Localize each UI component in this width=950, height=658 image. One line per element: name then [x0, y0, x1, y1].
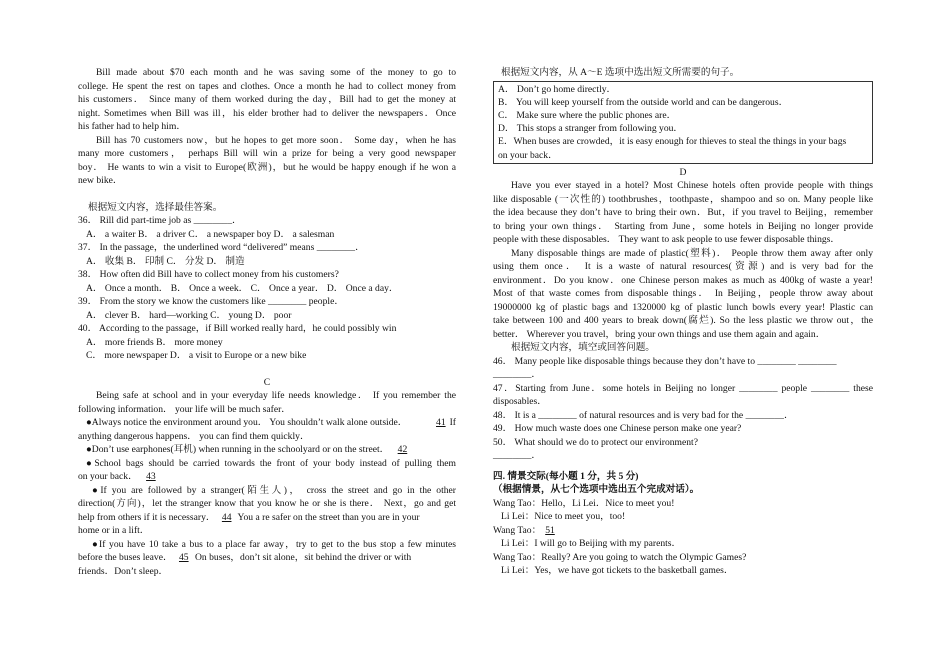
text-line: ●If you have 10 take a bus to a place far away，try to get to the bus stop a few minutes [92, 538, 456, 550]
dialogue-line [493, 497, 873, 511]
text-line: Most of that waste comes from disposable things． In Beijing，people throw away about [493, 288, 873, 300]
text-line: college. He spent the rest on tapes and clothes. Once a month he had to collect money from [78, 80, 456, 92]
text-line: night. Sometimes when Bill was ill，his elder brother had to deliver the newspapers．Once [78, 107, 456, 119]
text-line: boy． He wants to win a visit to Europe(欧洲)，but he would be happy enough if he won a [78, 161, 456, 173]
bullet-text: On buses，don’t sit alone，sit behind the driver or with [194, 552, 412, 563]
dialogue-line [493, 551, 873, 565]
blank-51[interactable]: 51 [545, 524, 555, 536]
left-column [78, 66, 456, 578]
utterance: I will go to Beijing with my parents． [534, 538, 682, 550]
question-stem: 40． According to the passage，if Bill worked really hard，he could possibly win [78, 323, 397, 334]
question-stem: 47．Starting from June．some hotels in Beijing no longer ________ people ________ these [493, 382, 873, 394]
blank-42[interactable]: 42 [397, 444, 408, 455]
text-line: Being safe at school and in your everyday life needs knowledge． If you remember the [96, 390, 456, 401]
text-line: environment．Do you know．one Chinese person makes as much as 400kg of waste a year! [493, 274, 873, 286]
option-d: D． This stops a stranger from following you． [498, 123, 684, 135]
text-line: to bring your own things． Starting from June，some hotels in Beijing no longer provide [493, 220, 873, 232]
bullet-text: on your back． [78, 471, 138, 482]
text-line: 19000000 kg of plastic bags and 1320000 kg of plastic lunch bowls every year! Plastic can [493, 301, 873, 313]
bullet-text: ●Don’t use earphones(耳机) when running in the schoolyard or on the street． [86, 444, 390, 455]
text-line: Have you ever stayed in a hotel? Most Chinese hotels often provide people with things [511, 180, 873, 192]
question-49: 49． How much waste does one Chinese person make one year? [493, 423, 742, 435]
text-line: like disposable (一次性的) toothbrushes，toothpaste，shampoo and so on. Many people like [493, 193, 873, 205]
text-line: home or in a lift． [78, 525, 150, 536]
question-36 [78, 214, 456, 241]
text-line [78, 443, 456, 457]
text-line: direction(方向)，let the stranger know that you know he or she is there． Next，go and get [78, 498, 456, 509]
text-line: using them once． It is a waste of natural resources(资源) and is very bad for the [493, 261, 873, 273]
question-37 [78, 241, 456, 268]
question-stem: 39． From the story we know the customers like ________ people． [78, 296, 344, 307]
blank-41[interactable]: 41 [436, 417, 446, 428]
option-a: A． Don’t go home directly． [498, 83, 617, 95]
option-b: B． You will keep yourself from the outside world and can be dangerous． [498, 96, 789, 108]
text-line: Many disposable things are made of plastic(塑料)． People throw them away after only [511, 247, 873, 259]
dialogue-line [493, 524, 873, 538]
text-line: many more customers， perhaps Bill will win a prize for being a very good newspaper [78, 148, 456, 159]
question-cont: disposables． [493, 396, 547, 408]
section-instruction: 根据短文内容，填空或回答问题。 [511, 342, 655, 354]
text-line: following information． your life will be much safer． [78, 403, 291, 415]
question-options: A． Once a month． B． Once a week． C． Once a year． D． Once a day． [86, 282, 399, 294]
speaker: Li Lei： [501, 538, 535, 550]
passage-b-paragraph-1 [78, 66, 456, 134]
section-instruction: 根据短文内容，选择最佳答案。 [88, 201, 223, 213]
text-line [78, 551, 456, 565]
speaker: Li Lei： [501, 565, 535, 577]
speaker: Li Lei： [501, 511, 535, 523]
passage-d-paragraph-2 [493, 247, 873, 342]
passage-c-bullet-1 [78, 416, 456, 443]
passage-c-intro [78, 389, 456, 416]
blank-43[interactable]: 43 [146, 471, 156, 482]
question-stem: 37． In the passage，the underlined word “delivered” means ________． [78, 242, 365, 253]
utterance: Really? Are you going to watch the Olympic Games? [541, 551, 747, 563]
passage-c-bullet-5 [78, 538, 456, 579]
bullet-text: help from others if it is necessary． [78, 511, 216, 523]
passage-c-bullet-2 [78, 443, 456, 457]
text-line: Bill has 70 customers now，but he hopes to get more soon． Some day，when he has [96, 134, 456, 146]
dialogue-line [493, 537, 873, 551]
utterance: Hello，Li Lei．Nice to meet you! [541, 497, 675, 509]
text-line: his customers． Since many of them worked during the day，Bill had to get the money at [78, 94, 456, 105]
question-stem: 38． How often did Bill have to collect money from his customers? [78, 269, 339, 280]
question-options: A． clever B． hard—working C． young D． poor [86, 309, 292, 321]
section-four-heading: 四. 情景交际(每小题 1 分，共 5 分) [493, 470, 639, 482]
option-e: E．When buses are crowded，it is easy enough for thieves to steal the things in your bags [498, 136, 847, 148]
bullet-text: before the buses leave． [78, 552, 173, 563]
question-40 [78, 322, 456, 363]
question-46 [493, 355, 873, 382]
utterance: Yes，we have got tickets to the basketball games． [534, 565, 734, 577]
section-four-subheading: （根据情景，从七个选项中选出五个完成对话）。 [493, 484, 700, 496]
options-box [493, 81, 873, 164]
question-options: A． 收集 B． 印制 C． 分发 D． 制造 [86, 255, 245, 267]
passage-c-bullet-3 [78, 457, 456, 484]
question-blank: ________． [493, 450, 541, 462]
dialogue [493, 497, 873, 578]
blank-45[interactable]: 45 [178, 552, 189, 563]
question-options: A． more friends B． more money [86, 336, 223, 348]
bullet-text: If [449, 417, 456, 428]
text-line: new bike． [78, 175, 123, 186]
text-line [78, 470, 456, 484]
question-blank: ________． [493, 369, 541, 381]
text-line [78, 511, 456, 525]
text-line: take between 100 and 400 years to break down(腐烂). So the less plastic we throw out，the [493, 315, 873, 327]
text-line: anything dangerous happens． you can find them quickly． [78, 430, 310, 442]
passage-d-paragraph-1 [493, 179, 873, 247]
passage-b-paragraph-2 [78, 134, 456, 188]
utterance: Nice to meet you，too! [534, 511, 626, 523]
passage-letter: D [679, 166, 687, 178]
option-e-cont: on your back． [498, 149, 558, 161]
text-line: Bill made about $70 each month and he was saving some of the money to go to [96, 67, 456, 78]
question-stem: 46． Many people like disposable things because they don’t have to ________ ________ [493, 355, 837, 367]
question-47 [493, 382, 873, 409]
text-line: better． Wherever you travel，bring your own things and use them again and again． [493, 328, 826, 340]
text-line: ●School bags should be carried towards the front of your body instead of pulling them [86, 457, 456, 469]
text-line: friends．Don’t sleep． [78, 565, 169, 577]
question-options: A． a waiter B． a driver C． a newspaper boy D． a salesman [86, 228, 335, 240]
dialogue-line [493, 564, 873, 578]
text-line: the idea because they don’t have to bring their own．But，if you travel to Beijing，remember [493, 207, 873, 219]
options-instruction: 根据短文内容，从 A～E 选项中选出短文所需要的句子。 [501, 67, 740, 78]
text-line: people with these disposables． They want to ask people to use fewer disposable things． [493, 234, 840, 246]
dialogue-line [493, 510, 873, 524]
passage-c-bullet-4 [78, 484, 456, 538]
question-stem: 50． What should we do to protect our environment? [493, 436, 698, 448]
text-line: his father had to help him． [78, 121, 186, 132]
speaker: Wang Tao： [493, 551, 542, 563]
question-50 [493, 436, 873, 463]
passage-letter: C [263, 376, 271, 388]
blank-44[interactable]: 44 [221, 511, 232, 523]
bullet-text: ●Always notice the environment around you． You shouldn’t walk alone outside． [86, 417, 408, 428]
question-stem: 36． Rill did part-time job as ________． [78, 215, 242, 226]
bullet-text: You a re safer on the street than you are in your [237, 511, 420, 523]
option-c: C． Make sure where the public phones are． [498, 109, 677, 121]
right-column [493, 66, 873, 578]
text-line [78, 416, 456, 430]
question-48: 48． It is a ________ of natural resources and is very bad for the ________． [493, 409, 794, 421]
question-options: C． more newspaper D． a visit to Europe or a new bike [86, 350, 307, 361]
text-line: ●If you are followed by a stranger(陌生人)， cross the street and go in the other [92, 484, 456, 496]
speaker: Wang Tao： [493, 524, 542, 536]
question-38 [78, 268, 456, 295]
speaker: Wang Tao： [493, 497, 542, 509]
question-39 [78, 295, 456, 322]
